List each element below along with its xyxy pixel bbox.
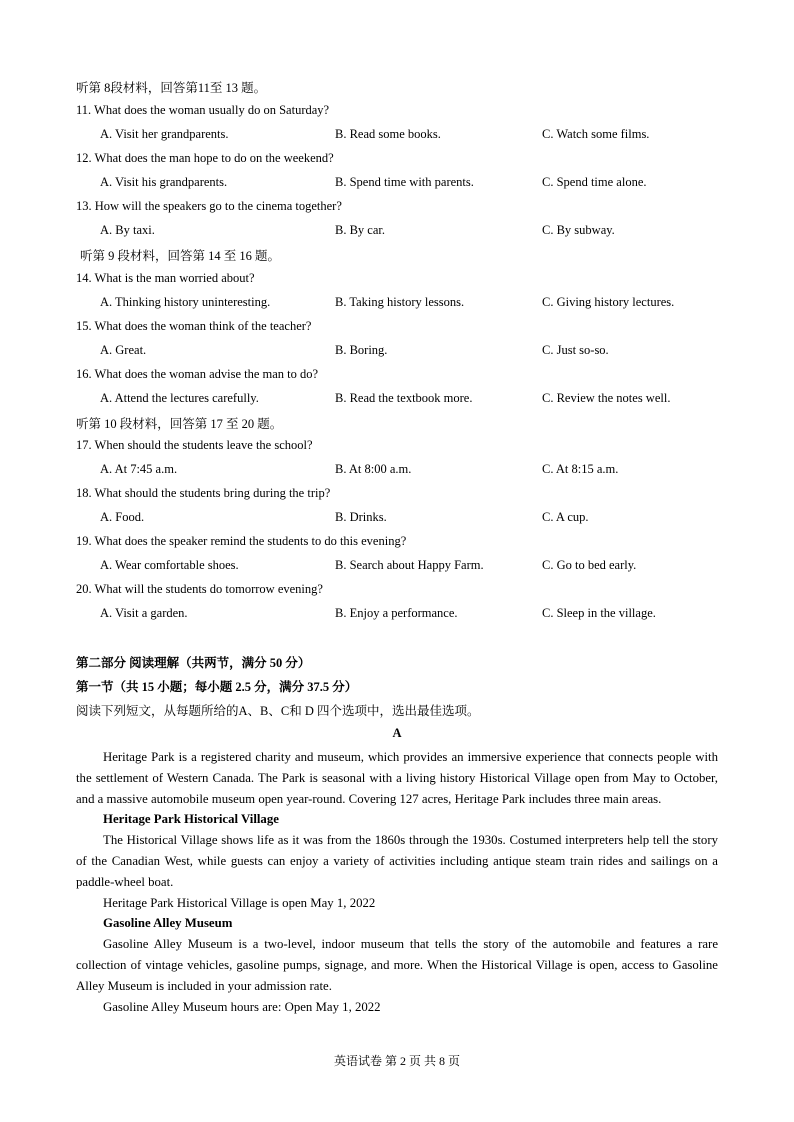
q14-option-b: B. Taking history lessons. [335,295,465,309]
q18-option-b: B. Drinks. [335,510,387,524]
q14-option-c: C. Giving history lectures. [542,295,675,309]
q11-option-b: B. Read some books. [335,127,441,141]
q11-option-c: C. Watch some films. [542,127,650,141]
q13-option-c: C. By subway. [542,223,615,237]
section-10-instruction: 听第 10 段材料，回答第 17 至 20 题。 [76,417,283,431]
q15-option-a: A. Great. [100,343,147,357]
q12-option-b: B. Spend time with parents. [335,175,474,189]
reading-instructions: 阅读下列短文，从每题所给的A、B、C和 D 四个选项中，选出最佳选项。 [76,704,480,718]
heading-historical-village: Heritage Park Historical Village [103,812,279,827]
passage-paragraph-3: Heritage Park Historical Village is open May 1, 2022 [103,895,376,910]
section-8-instruction: 听第 8段材料，回答第11至 13 题。 [76,81,267,95]
section-9-instruction: 听第 9 段材料，回答第 14 至 16 题。 [80,249,281,263]
q17-option-c: C. At 8:15 a.m. [542,462,619,476]
q12-option-a: A. Visit his grandparents. [100,175,228,189]
question-20: 20. What will the students do tomorrow evening? [76,582,323,596]
question-11: 11. What does the woman usually do on Saturday? [76,103,330,117]
question-17: 17. When should the students leave the school? [76,438,313,452]
passage-letter: A [392,726,402,740]
q20-option-a: A. Visit a garden. [100,606,188,620]
q16-option-c: C. Review the notes well. [542,391,671,405]
question-14: 14. What is the man worried about? [76,271,255,285]
passage-paragraph-2: The Historical Village shows life as it was from the 1860s through the 1930s. Costumed interpreters help tell the story of the Canadian West, while guests can enjoy a variety of activities including antique steam train rides and sailings on a paddle-wheel boat. [76,833,718,889]
question-16: 16. What does the woman advise the man to do? [76,367,319,381]
heading-gasoline-alley: Gasoline Alley Museum [103,916,233,931]
question-15: 15. What does the woman think of the teacher? [76,319,312,333]
passage-a [76,747,718,1017]
q11-option-a: A. Visit her grandparents. [100,127,229,141]
q19-option-a: A. Wear comfortable shoes. [100,558,239,572]
page-footer: 英语试卷 第 2 页 共 8 页 [333,1054,460,1068]
q13-option-a: A. By taxi. [100,223,155,237]
q18-option-a: A. Food. [100,510,145,524]
q20-option-b: B. Enjoy a performance. [335,606,458,620]
q15-option-b: B. Boring. [335,343,388,357]
question-18: 18. What should the students bring during the trip? [76,486,331,500]
q12-option-c: C. Spend time alone. [542,175,647,189]
q19-option-b: B. Search about Happy Farm. [335,558,484,572]
q19-option-c: C. Go to bed early. [542,558,637,572]
q14-option-a: A. Thinking history uninteresting. [100,295,271,309]
q17-option-a: A. At 7:45 a.m. [100,462,178,476]
q16-option-a: A. Attend the lectures carefully. [100,391,259,405]
question-19: 19. What does the speaker remind the students to do this evening? [76,534,407,548]
passage-paragraph-1: Heritage Park is a registered charity and museum, which provides an immersive experience that connects people with the settlement of Western Canada. The Park is seasonal with a living history Historical Village open from May to October, and a massive automobile museum open year-round. Covering 127 acres, Heritage Park includes three main areas. [76,750,718,806]
q16-option-b: B. Read the textbook more. [335,391,473,405]
q13-option-b: B. By car. [335,223,385,237]
question-13: 13. How will the speakers go to the cinema together? [76,199,342,213]
passage-paragraph-4: Gasoline Alley Museum is a two-level, indoor museum that tells the story of the automobile and features a rare collection of vintage vehicles, gasoline pumps, signage, and more. When the Historical Village is open, access to Gasoline Alley Museum is included in your admission rate. [76,937,718,993]
section-title: 第一节（共 15 小题；每小题 2.5 分，满分 37.5 分） [76,680,358,694]
passage-paragraph-5: Gasoline Alley Museum hours are: Open May 1, 2022 [103,999,381,1014]
question-12: 12. What does the man hope to do on the weekend? [76,151,334,165]
q15-option-c: C. Just so-so. [542,343,609,357]
q17-option-b: B. At 8:00 a.m. [335,462,412,476]
q18-option-c: C. A cup. [542,510,589,524]
q20-option-c: C. Sleep in the village. [542,606,656,620]
part-title: 第二部分 阅读理解（共两节，满分 50 分） [76,656,311,670]
